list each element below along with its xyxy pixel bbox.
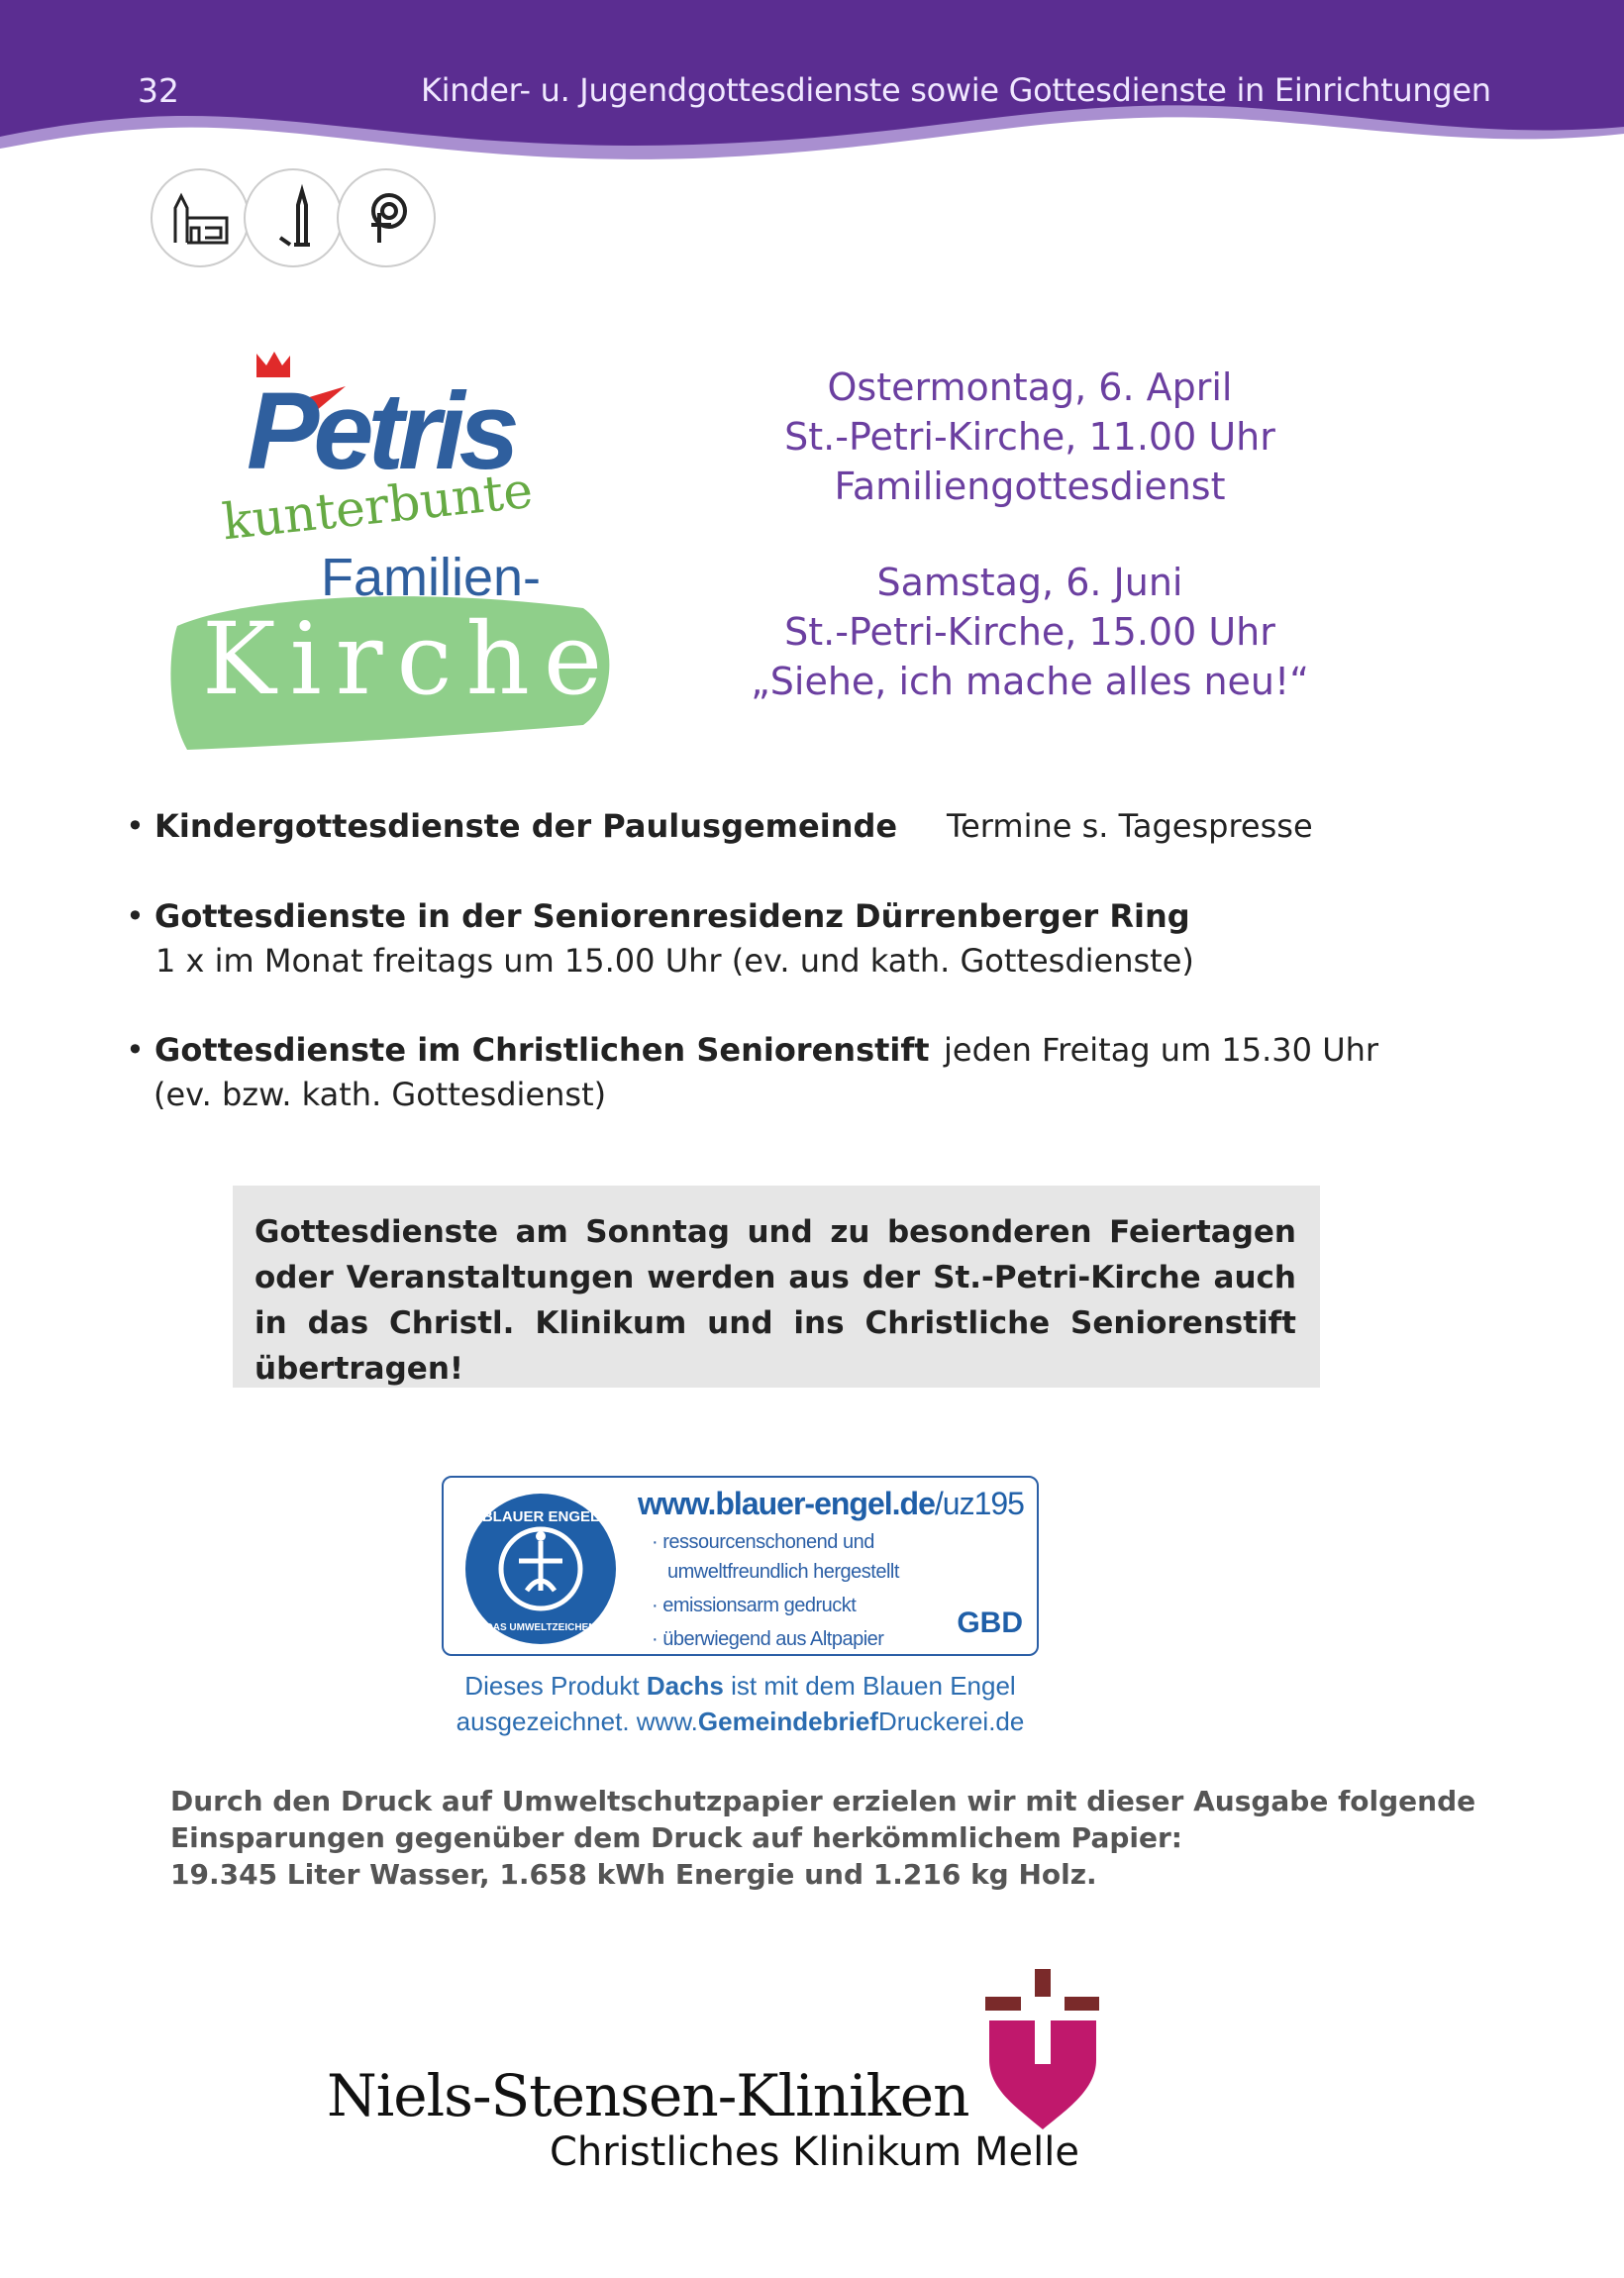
bullet-3-inline: jeden Freitag um 15.30 Uhr — [944, 1031, 1379, 1069]
paper-savings: Durch den Druck auf Umweltschutzpapier erzielen wir mit dieser Ausgabe folgende Einsparungen gegenüber dem Druck auf herkömmlichem Papier: 19.345 Liter Wasser, 1.658 kWh Energie und 1.216 kg Holz. — [170, 1785, 1476, 1891]
bullet-seniorenresidenz: • Gottesdienste in der Seniorenresidenz Dürrenberger Ring — [126, 897, 1190, 935]
blauer-engel-points: · ressourcenschonend und umweltfreundlich hergestellt · emissionsarm gedruckt · überwiegend aus Altpapier — [652, 1531, 899, 1650]
svg-text:DAS UMWELTZEICHEN: DAS UMWELTZEICHEN — [485, 1622, 596, 1633]
petris-familienkirche-logo: Petris kunterbunte Familien- Kirche — [167, 349, 633, 750]
bullet-kindergottesdienste: • Kindergottesdienste der Paulusgemeinde — [126, 807, 898, 845]
tower-icon — [244, 168, 343, 267]
sponsor-name: Niels-Stensen-Kliniken — [327, 2062, 969, 2129]
heart-cross-icon — [985, 1969, 1099, 2129]
blauer-engel-caption-1: Dieses Produkt Dachs ist mit dem Blauen Engel — [464, 1671, 1016, 1701]
parish-icons — [151, 168, 430, 267]
event-1: Ostermontag, 6. April St.-Petri-Kirche, 11.00 Uhr Familiengottesdienst — [784, 365, 1275, 508]
page-number: 32 — [138, 71, 179, 110]
broadcast-notice: Gottesdienste am Sonntag und zu besonderen Feiertagen oder Veranstaltungen werden aus der St.-Petri-Kirche auch in das Christl. Klinikum und ins Christliche Seniorenstift übertragen! — [233, 1186, 1320, 1388]
sponsor-subtitle: Christliches Klinikum Melle — [550, 2129, 1079, 2175]
bullet-1-inline: Termine s. Tagespresse — [947, 807, 1313, 845]
paulus-icon — [337, 168, 436, 267]
event-2: Samstag, 6. Juni St.-Petri-Kirche, 15.00 Uhr „Siehe, ich mache alles neu!“ — [751, 561, 1309, 703]
gbd-code: GBD — [957, 1606, 1023, 1639]
blauer-engel-seal-icon — [463, 1492, 618, 1646]
bullet-2-detail: 1 x im Monat freitags um 15.00 Uhr (ev. und kath. Gottesdienste) — [155, 942, 1194, 980]
page-title: Kinder- u. Jugendgottesdienste sowie Gottesdienste in Einrichtungen — [421, 71, 1491, 109]
bullet-3-detail: (ev. bzw. kath. Gottesdienst) — [153, 1076, 607, 1113]
blauer-engel-caption-2[interactable]: ausgezeichnet. www.GemeindebriefDruckerei.de — [456, 1707, 1025, 1736]
church-icon — [151, 168, 250, 267]
svg-text:BLAUER ENGEL: BLAUER ENGEL — [481, 1508, 600, 1525]
blauer-engel-label — [442, 1476, 1039, 1656]
blauer-engel-url: www.blauer-engel.de/uz195 — [638, 1486, 1024, 1521]
bullet-seniorenstift: • Gottesdienste im Christlichen Seniorenstift — [126, 1031, 930, 1069]
